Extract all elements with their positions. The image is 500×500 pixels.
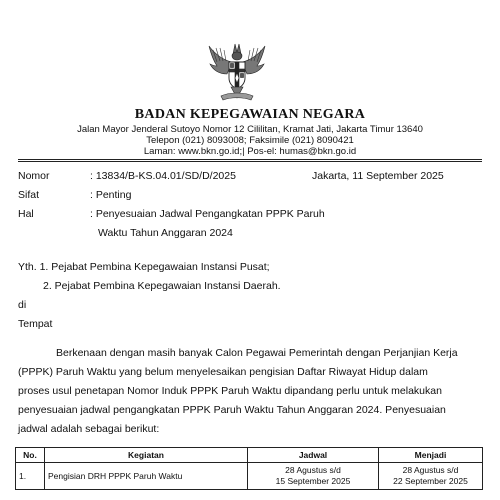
address-line: Jalan Mayor Jenderal Sutoyo Nomor 12 Cililitan, Kramat Jati, Jakarta Timur 13640	[77, 124, 423, 135]
body-line: Berkenaan dengan masih banyak Calon Pegawai Pemerintah dengan Perjanjian Kerja	[56, 347, 458, 359]
header-kegiatan: Kegiatan	[45, 448, 248, 463]
letter-date: Jakarta, 11 September 2025	[312, 170, 444, 182]
recipient-line: Yth. 1. Pejabat Pembina Kepegawaian Instansi Pusat;	[18, 261, 270, 273]
jadwal-end: 15 September 2025	[275, 476, 351, 486]
hal-label: Hal	[18, 208, 34, 220]
body-line: proses usul penetapan Nomor Induk PPPK Paruh Waktu dipandang perlu untuk melakukan	[18, 385, 442, 397]
di-label: di	[18, 299, 27, 311]
tempat-label: Tempat	[18, 318, 53, 330]
garuda-emblem-icon	[205, 40, 269, 104]
hal-value: : Penyesuaian Jadwal Pengangkatan PPPK Paruh	[90, 208, 325, 220]
org-name: BADAN KEPEGAWAIAN NEGARA	[134, 107, 366, 122]
table-header-row	[16, 448, 483, 463]
recipient-line: 2. Pejabat Pembina Kepegawaian Instansi Daerah.	[43, 280, 281, 292]
header-rule	[18, 159, 482, 160]
jadwal-start: 28 Agustus s/d	[285, 465, 341, 475]
hal-value-continued: Waktu Tahun Anggaran 2024	[98, 227, 233, 239]
header-no: No.	[16, 448, 45, 463]
nomor-label: Nomor	[18, 170, 50, 182]
cell-menjadi	[379, 463, 483, 490]
body-line: jadwal adalah sebagai berikut:	[18, 423, 160, 435]
menjadi-start: 28 Agustus s/d	[402, 465, 459, 475]
nomor-value: : 13834/B-KS.04.01/SD/D/2025	[90, 170, 236, 182]
phone-line: Telepon (021) 8093008; Faksimile (021) 8090421	[146, 135, 354, 146]
sifat-label: Sifat	[18, 189, 40, 201]
menjadi-end: 22 September 2025	[393, 476, 468, 486]
body-paragraph	[18, 344, 482, 439]
header-rule	[18, 161, 482, 162]
website-line: Laman: www.bkn.go.id;| Pos-el: humas@bkn.go.id	[143, 146, 357, 157]
cell-kegiatan: Pengisian DRH PPPK Paruh Waktu	[45, 463, 248, 490]
header-menjadi: Menjadi	[379, 448, 483, 463]
cell-no: 1.	[16, 463, 45, 490]
sifat-value: : Penting	[90, 189, 132, 201]
cell-jadwal	[248, 463, 379, 490]
schedule-table	[15, 447, 483, 490]
body-line: (PPPK) Paruh Waktu yang belum menyelesaikan pengisian Daftar Riwayat Hidup dalam	[18, 366, 428, 378]
header-jadwal: Jadwal	[248, 448, 379, 463]
table-row	[16, 463, 483, 490]
body-line: penyesuaian jadwal pengangkatan PPPK Paruh Waktu Tahun Anggaran 2024. Penyesuaian	[18, 404, 446, 416]
